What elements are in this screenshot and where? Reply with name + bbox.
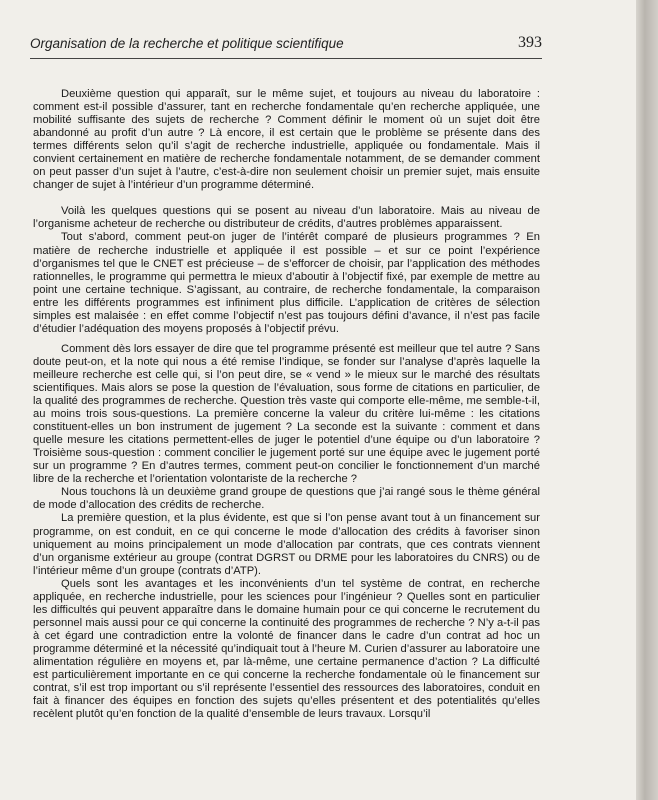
paragraph: Tout s’abord, comment peut-on juger de l’intérêt comparé de plusieurs programmes ? En matière de recherche industrielle et appliquée il est possible – et sur ce point l’expérience d’organismes tel que le CNET est précieuse – de s’efforcer de choisir, par l’application des méthodes rationnelles, le programme qui permettra le mieux d’aboutir à l’objectif fixé, par exemple de mettre au point une certaine technique. S’agissant, au contraire, de recherche fondamentale, la comparaison entre les différents programmes est infiniment plus difficile. L’application de critères de sélection simples est malaisée : en effet comme l’objectif n’est pas toujours défini d’avance, il n’est pas facile d’étudier l’adéquation des moyens proposés à l’objectif prévu. bbox=[33, 231, 540, 335]
body-text bbox=[33, 88, 540, 721]
paragraph: Quels sont les avantages et les inconvénients d’un tel système de contrat, en recherche appliquée, en recherche industrielle, pour les sciences pour l’ingénieur ? Quelles sont en particulier les difficultés qui peuvent apparaître dans le domaine humain pour ce qui concerne le recrutement du personnel mais aussi pour ce qui concerne la continuité des programmes de recherche ? N’y a-t-il pas à cet égard une contradiction entre la volonté de financer dans le cadre d’un contrat ad hoc un programme déterminé et la nécessité qu’indiquait tout à l’heure M. Curien d’assurer au laboratoire une alimentation régulière en moyens et, par là-même, une certaine permanence d’action ? La difficulté est particulièrement importante en ce qui concerne la recherche fondamentale où le financement sur contrat, s’il est trop important ou s’il représente l’essentiel des ressources des laboratoires, conduit en fait à financer des équipes en fonction des sujets qu’elles présentent et des potentialités qu’elles recèlent plutôt qu’en fonction de la qualité d’ensemble de leurs travaux. Lorsqu’il bbox=[33, 577, 540, 721]
paragraph: Deuxième question qui apparaît, sur le même sujet, et toujours au niveau du laboratoire : comment est-il possible d’assurer, tant en recherche fondamentale qu’en recherche appliquée, une mobilité suffisante des sujets de recherche ? Comment définir le moment où un sujet doit être abandonné au profit d’un autre ? Là encore, il est certain que le problème se présente dans des termes différents selon qu’il s’agit de recherche industrielle, appliquée ou fondamentale. Mais il convient certainement en matière de recherche fondamentale notamment, de se demander comment on peut passer d’un sujet à l’autre, c’est-à-dire non seulement choisir un premier sujet, mais ensuite changer de sujet à l’intérieur d’un programme déterminé. bbox=[33, 88, 540, 192]
paragraph: La première question, et la plus évidente, est que si l’on pense avant tout à un financement sur programme, on est conduit, en ce qui concerne le mode d’allocation des crédits à favoriser sinon uniquement au moins principalement un mode d’allocation par contrats, que ces contrats viennent d’un organisme extérieur au groupe (contrat DGRST ou DRME pour les laboratoires du CNRS) ou de l’intérieur même d’un groupe (contrats d’ATP). bbox=[33, 512, 540, 577]
header-rule bbox=[30, 58, 542, 59]
page-edge-shadow bbox=[636, 0, 658, 800]
paragraph: Nous touchons là un deuxième grand groupe de questions que j’ai rangé sous le thème général de mode d’allocation des crédits de recherche. bbox=[33, 486, 540, 512]
page-number: 393 bbox=[518, 34, 542, 51]
paragraph: Comment dès lors essayer de dire que tel programme présenté est meilleur que tel autre ? Sans doute peut-on, et la note qui nous a été remise l’indique, se fonder sur l’analyse d’après laquelle la meilleure recherche est celle qui, si l’on peut dire, se « vend » le mieux sur le marché des résultats scientifiques. Mais alors se pose la question de l’évaluation, sous forme de citations en particulier, de la qualité des programmes de recherche. Question très vaste qui comporte elle-même, me semble-t-il, au moins trois sous-questions. La première concerne la valeur du critère lui-même : les citations constituent-elles un bon instrument de jugement ? La seconde est la suivante : comment et dans quelle mesure les citations permettent-elles de juger le potentiel d’une équipe ou d’un laboratoire ? Troisième sous-question : comment concilier le jugement porté sur une équipe avec le jugement porté sur un programme ? En d’autres termes, comment peut-on concilier le fonctionnement d’un marché libre de la recherche et l’orientation volontariste de la recherche ? bbox=[33, 342, 540, 486]
paragraph: Voilà les quelques questions qui se posent au niveau d’un laboratoire. Mais au niveau de l’organisme acheteur de recherche ou distributeur de crédits, d’autres problèmes apparaissent. bbox=[33, 205, 540, 231]
running-title: Organisation de la recherche et politique scientifique bbox=[30, 36, 344, 51]
page-header bbox=[30, 34, 542, 56]
